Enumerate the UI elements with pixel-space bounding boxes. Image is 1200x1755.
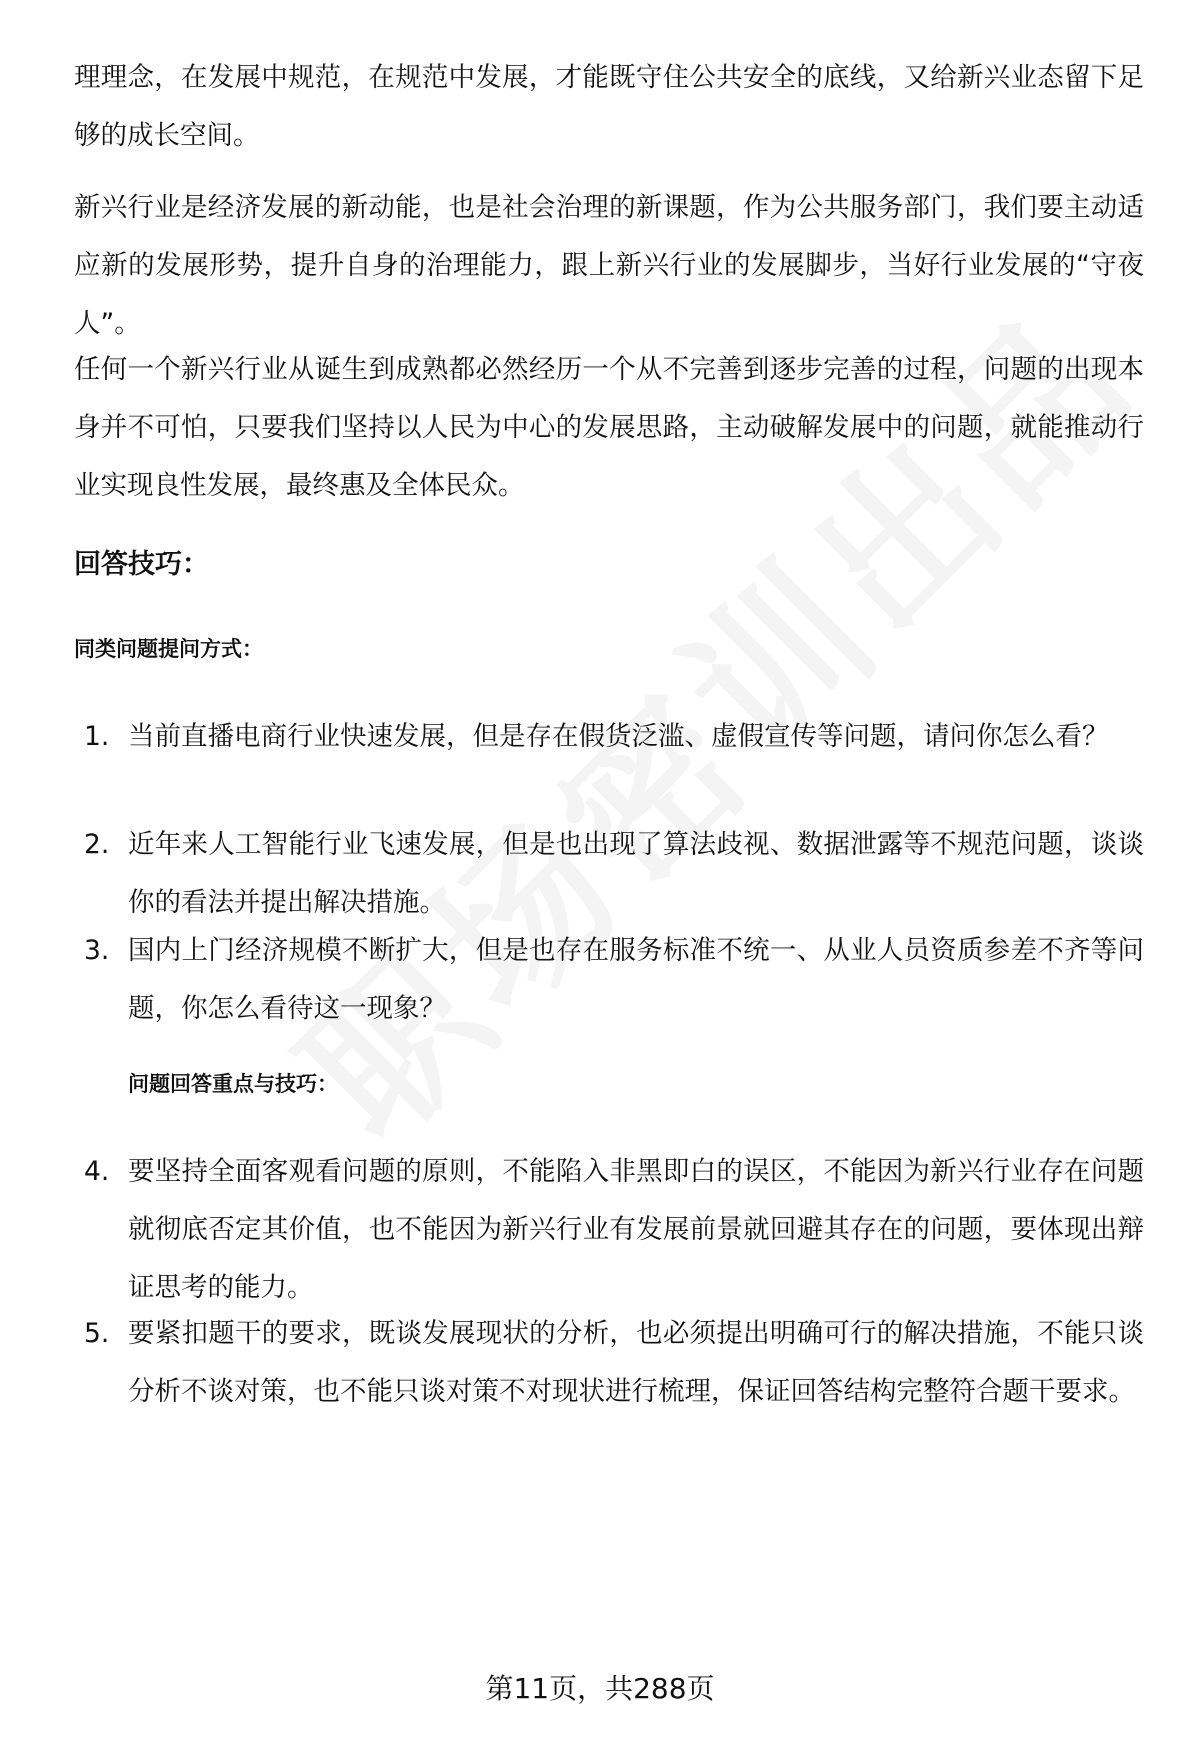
list-number: 3. (84, 935, 110, 966)
list-number: 5. (84, 1318, 110, 1349)
list-number: 2. (84, 829, 110, 860)
list-item (84, 816, 1144, 932)
list-item-text: 近年来人工智能行业飞速发展，但是也出现了算法歧视、数据泄露等不规范问题，谈谈你的看法并提出解决措施。 (128, 829, 1144, 918)
paragraph: 新兴行业是经济发展的新动能，也是社会治理的新课题，作为公共服务部门，我们要主动适应新的发展形势，提升自身的治理能力，跟上新兴行业的发展脚步，当好行业发展的“守夜人”。 (74, 192, 1144, 339)
list-item (84, 1143, 1144, 1317)
list-item-text: 国内上门经济规模不断扩大，但是也存在服务标准不统一、从业人员资质参差不齐等问题，你怎么看待这一现象？ (128, 935, 1144, 1024)
paragraph: 任何一个新兴行业从诞生到成熟都必然经历一个从不完善到逐步完善的过程，问题的出现本身并不可怕，只要我们坚持以人民为中心的发展思路，主动破解发展中的问题，就能推动行业实现良性发展，最终惠及全体民众。 (74, 354, 1144, 501)
list-number: 1. (84, 721, 110, 752)
subheading-similar-questions: 同类问题提问方式： (74, 637, 263, 661)
list-item (84, 922, 1144, 1038)
paragraph: 理理念，在发展中规范，在规范中发展，才能既守住公共安全的底线，又给新兴业态留下足够的成长空间。 (74, 62, 1144, 151)
list-item (84, 708, 1144, 766)
list-item-text: 当前直播电商行业快速发展，但是存在假货泛滥、虚假宣传等问题，请问你怎么看？ (128, 721, 1109, 752)
section-heading: 回答技巧： (74, 549, 209, 580)
list-item (84, 1305, 1144, 1421)
list-item-text: 要坚持全面客观看问题的原则，不能陷入非黑即白的误区，不能因为新兴行业存在问题就彻底否定其价值，也不能因为新兴行业有发展前景就回避其存在的问题，要体现出辩证思考的能力。 (128, 1156, 1144, 1303)
list-item-text: 要紧扣题干的要求，既谈发展现状的分析，也必须提出明确可行的解决措施，不能只谈分析不谈对策，也不能只谈对策不对现状进行梳理，保证回答结构完整符合题干要求。 (128, 1318, 1144, 1407)
page-footer: 第11页，共288页 (485, 1672, 715, 1705)
subheading-key-points: 问题回答重点与技巧： (128, 1072, 338, 1096)
list-number: 4. (84, 1156, 110, 1187)
